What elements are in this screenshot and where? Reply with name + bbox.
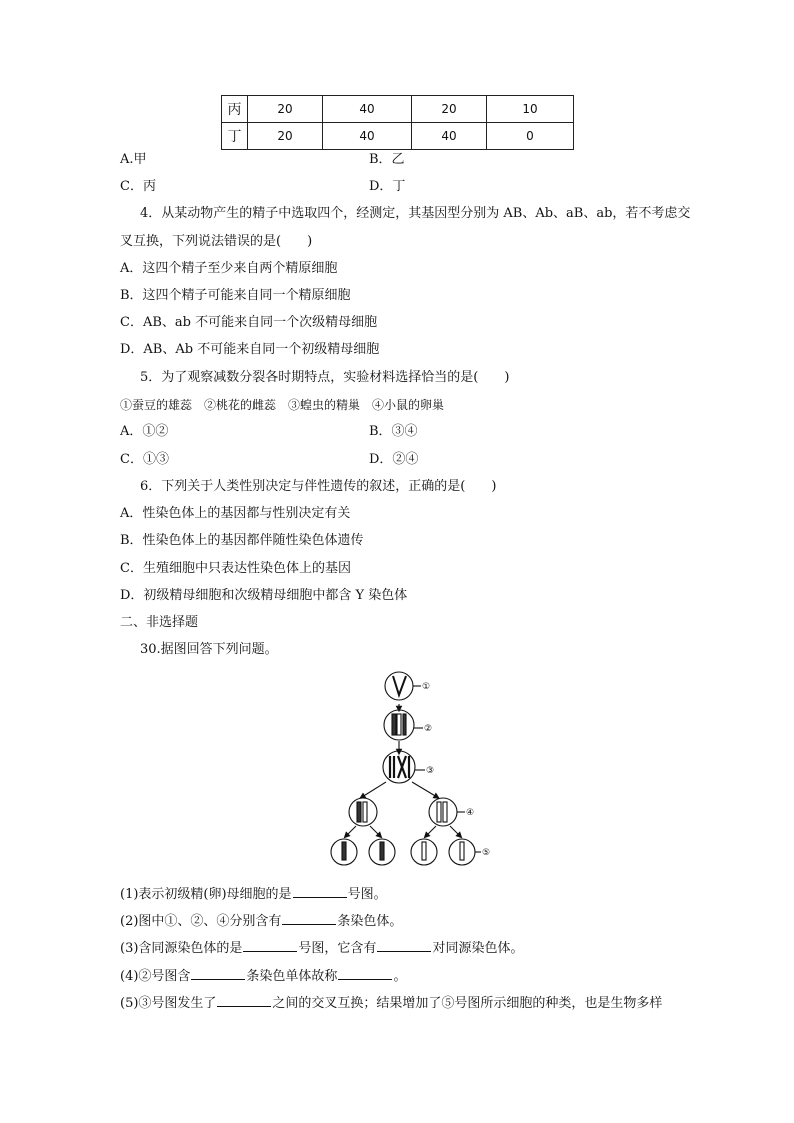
q5-option-b: B．③④ bbox=[369, 424, 418, 439]
table-row-label: 丙 bbox=[222, 96, 248, 123]
q30-stem: 30.据图回答下列问题。 bbox=[140, 642, 278, 657]
q4-stem-line1: 4．从某动物产生的精子中选取四个，经测定，其基因型分别为 AB、Ab、aB、ab，若不考虑交 bbox=[140, 206, 691, 221]
figure-label-2: ② bbox=[424, 724, 433, 734]
arrow bbox=[362, 782, 386, 797]
data-table bbox=[221, 95, 574, 150]
cell-5-2 bbox=[369, 839, 395, 865]
q3-option-d: D．丁 bbox=[369, 179, 406, 194]
q4-option-a: A．这四个精子至少来自两个精原细胞 bbox=[120, 261, 338, 276]
cell-4-right bbox=[429, 798, 457, 826]
figure-label-4: ④ bbox=[466, 808, 475, 818]
table-row bbox=[222, 96, 574, 123]
arrow bbox=[412, 782, 437, 797]
cell-2 bbox=[384, 710, 414, 740]
figure-label-3: ③ bbox=[426, 766, 435, 776]
q6-option-c: C．生殖细胞中只表达性染色体上的基因 bbox=[120, 561, 351, 576]
q3-option-a: A.甲 bbox=[120, 152, 147, 167]
cell-3 bbox=[383, 751, 415, 783]
q30-sub3: (3)含同源染色体的是 号图，它含有 对同源染色体。 bbox=[120, 941, 524, 956]
q3-option-c: C．丙 bbox=[120, 179, 156, 194]
q5-stem: 5．为了观察减数分裂各时期特点，实验材料选择恰当的是( ) bbox=[140, 370, 510, 385]
table-cell: 20 bbox=[248, 123, 323, 150]
answer-blank[interactable] bbox=[217, 994, 271, 1007]
meiosis-diagram bbox=[328, 666, 498, 870]
arrow bbox=[426, 826, 436, 836]
q30-sub5: (5)③号图发生了 之间的交叉互换；结果增加了⑤号图所示细胞的种类，也是生物多样 bbox=[120, 996, 663, 1011]
cell-5-4 bbox=[449, 839, 475, 865]
table-cell: 20 bbox=[248, 96, 323, 123]
cell-5-1 bbox=[331, 839, 357, 865]
answer-blank[interactable] bbox=[377, 939, 431, 952]
arrow bbox=[450, 826, 460, 836]
q5-option-c: C．①③ bbox=[120, 452, 169, 467]
figure-label-5: ⑤ bbox=[482, 848, 491, 858]
answer-blank[interactable] bbox=[293, 885, 347, 898]
q30-sub4: (4)②号图含 条染色单体故称 。 bbox=[120, 969, 407, 984]
q6-option-b: B．性染色体上的基因都伴随性染色体遗传 bbox=[120, 533, 364, 548]
q4-stem-line2: 叉互换，下列说法错误的是( ) bbox=[120, 234, 313, 249]
q30-sub2: (2)图中①、②、④分别含有 条染色体。 bbox=[120, 914, 403, 929]
table-cell: 10 bbox=[487, 96, 574, 123]
q6-stem: 6．下列关于人类性别决定与伴性遗传的叙述，正确的是( ) bbox=[140, 479, 497, 494]
q6-option-d: D．初级精母细胞和次级精母细胞中都含 Y 染色体 bbox=[120, 588, 408, 603]
answer-blank[interactable] bbox=[243, 939, 297, 952]
q5-materials: ①蚕豆的雄蕊 ②桃花的雌蕊 ③蝗虫的精巢 ④小鼠的卵巢 bbox=[120, 398, 445, 412]
table-cell: 0 bbox=[487, 123, 574, 150]
section-heading: 二、非选择题 bbox=[120, 615, 199, 630]
answer-blank[interactable] bbox=[191, 967, 245, 980]
arrow bbox=[346, 826, 356, 836]
q4-option-c: C．AB、ab 不可能来自同一个次级精母细胞 bbox=[120, 315, 378, 330]
table-row bbox=[222, 123, 574, 150]
arrow bbox=[370, 826, 380, 836]
q4-option-b: B．这四个精子可能来自同一个精原细胞 bbox=[120, 288, 351, 303]
table-row-label: 丁 bbox=[222, 123, 248, 150]
table-cell: 40 bbox=[323, 123, 412, 150]
q5-option-a: A．①② bbox=[120, 424, 169, 439]
figure-label-1: ① bbox=[422, 682, 431, 692]
cell-1 bbox=[385, 672, 413, 700]
q3-option-b: B．乙 bbox=[369, 152, 405, 167]
q30-sub1: (1)表示初级精(卵)母细胞的是 号图。 bbox=[120, 887, 387, 902]
cell-5-3 bbox=[411, 839, 437, 865]
cell-4-left bbox=[349, 798, 377, 826]
table-cell: 40 bbox=[323, 96, 412, 123]
q4-option-d: D．AB、Ab 不可能来自同一个初级精母细胞 bbox=[120, 342, 380, 357]
q5-option-d: D．②④ bbox=[369, 452, 419, 467]
table-cell: 20 bbox=[412, 96, 487, 123]
q6-option-a: A．性染色体上的基因都与性别决定有关 bbox=[120, 506, 351, 521]
table-cell: 40 bbox=[412, 123, 487, 150]
answer-blank[interactable] bbox=[282, 912, 336, 925]
answer-blank[interactable] bbox=[338, 967, 392, 980]
